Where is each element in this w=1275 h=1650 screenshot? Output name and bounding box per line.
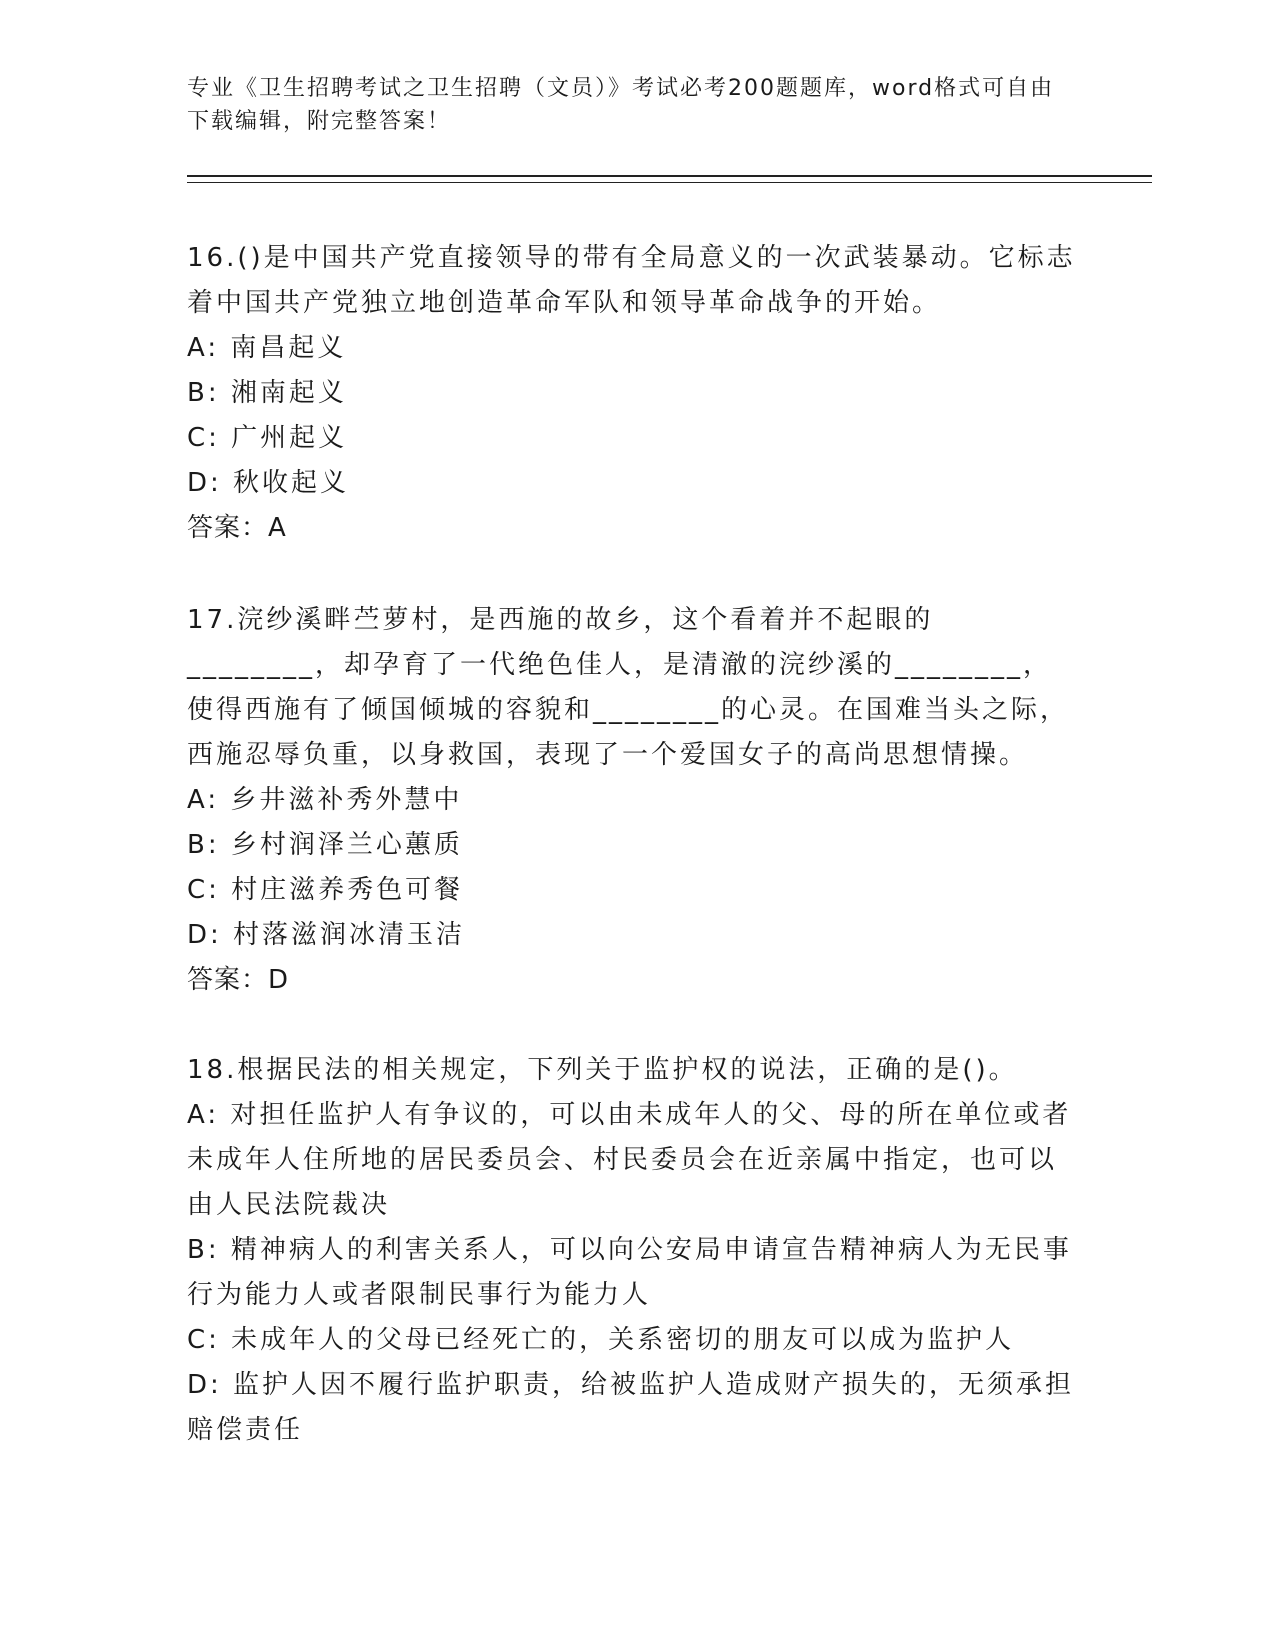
question-stem: 16.()是中国共产党直接领导的带有全局意义的一次武装暴动。它标志着中国共产党独立地创造革命军队和领导革命战争的开始。 [187,243,1076,318]
option-c: C: 村庄滋养秀色可餐 [187,875,464,905]
question-stem: 18.根据民法的相关规定，下列关于监护权的说法，正确的是()。 [187,1055,1018,1085]
option-a: A: 乡井滋补秀外慧中 [187,785,463,815]
option-c: C: 未成年人的父母已经死亡的，关系密切的朋友可以成为监护人 [187,1325,1015,1355]
option-d: D: 村落滋润冰清玉洁 [187,920,466,950]
option-b: B: 乡村润泽兰心蕙质 [187,830,463,860]
answer: 答案：A [187,513,287,543]
option-d: D: 秋收起义 [187,468,350,498]
question-17 [187,598,1147,1003]
answer: 答案：D [187,965,290,995]
option-b: B: 湘南起义 [187,378,347,408]
option-a: A: 对担任监护人有争议的，可以由未成年人的父、母的所在单位或者未成年人住所地的居民委员会、村民委员会在近亲属中指定，也可以由人民法院裁决 [187,1100,1072,1220]
question-stem: 17.浣纱溪畔苎萝村，是西施的故乡，这个看着并不起眼的________，却孕育了一代绝色佳人，是清澈的浣纱溪的________，使得西施有了倾国倾城的容貌和________的心灵。在国难当头之际，西施忍辱负重，以身救国，表现了一个爱国女子的高尚思想情操。 [187,605,1070,770]
document-page [187,72,1147,1453]
document-header: 专业《卫生招聘考试之卫生招聘（文员）》考试必考200题题库，word格式可自由下载编辑，附完整答案！ [187,76,1055,134]
option-b: B: 精神病人的利害关系人，可以向公安局申请宣告精神病人为无民事行为能力人或者限制民事行为能力人 [187,1235,1072,1310]
header-divider [187,175,1152,183]
option-a: A: 南昌起义 [187,333,347,363]
question-18 [187,1048,1147,1453]
option-d: D: 监护人因不履行监护职责，给被监护人造成财产损失的，无须承担赔偿责任 [187,1370,1075,1445]
question-16 [187,236,1147,551]
option-c: C: 广州起义 [187,423,348,453]
